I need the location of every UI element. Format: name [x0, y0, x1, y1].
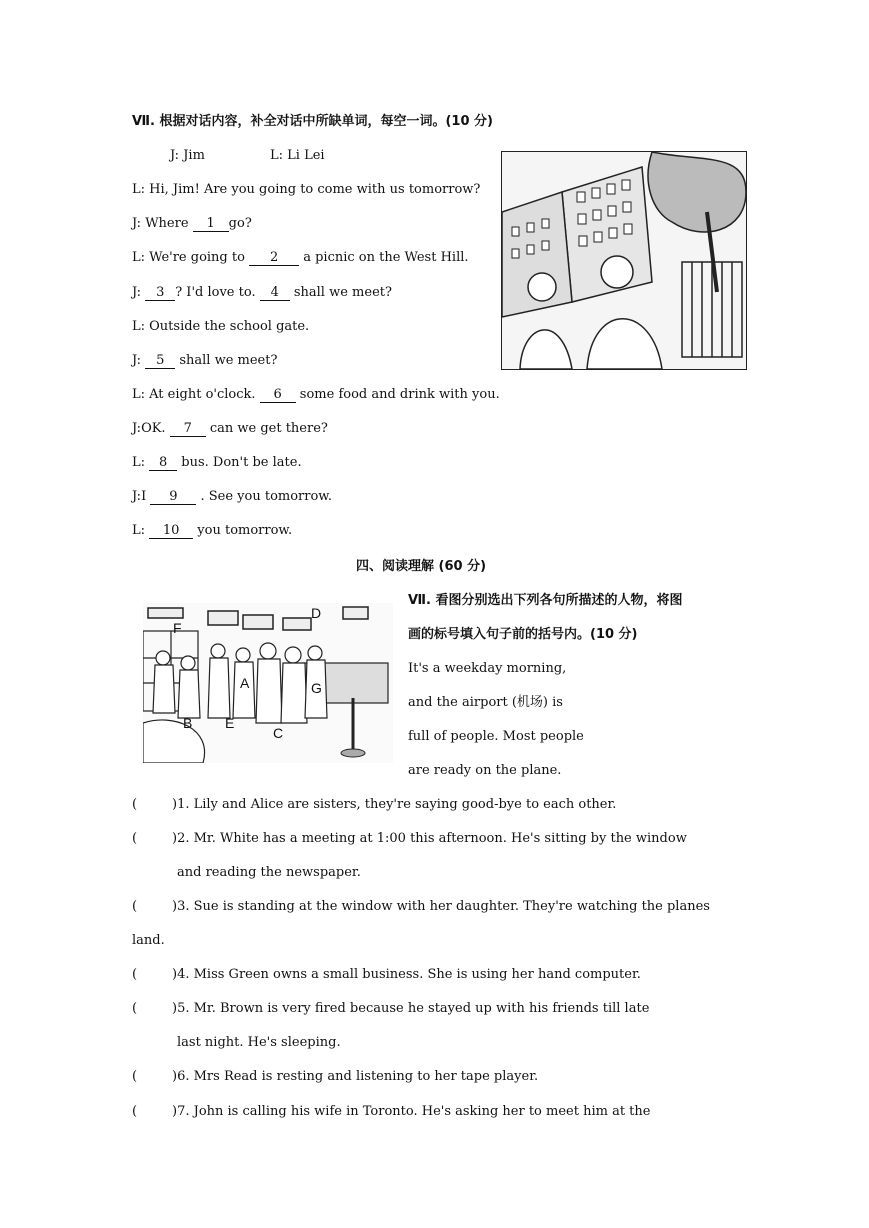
- question-item: ( )7. John is calling his wife in Toronto. He's asking her to meet him at the: [132, 1104, 651, 1119]
- answer-paren-open[interactable]: (: [132, 1104, 138, 1119]
- dialogue-line: J:OK. 7 can we get there?: [132, 421, 328, 436]
- intro-line: and the airport (机场) is: [408, 695, 563, 710]
- blank-3[interactable]: 3: [145, 285, 175, 301]
- intro-line: are ready on the plane.: [408, 763, 562, 778]
- dialogue-line: J: Where 1 go?: [132, 216, 252, 231]
- part-title: 四、阅读理解 (60 分): [356, 559, 487, 574]
- dialogue-line: J: 5 shall we meet?: [132, 353, 278, 368]
- blank-9[interactable]: 9: [150, 489, 196, 505]
- blank-2[interactable]: 2: [249, 250, 299, 266]
- picture-label: B: [183, 715, 193, 731]
- question-item-cont: land.: [132, 933, 165, 948]
- picture-label: E: [225, 715, 235, 731]
- answer-paren-open[interactable]: (: [132, 1001, 138, 1016]
- intro-line: full of people. Most people: [408, 729, 584, 744]
- answer-paren-open[interactable]: (: [132, 899, 138, 914]
- blank-5[interactable]: 5: [145, 353, 175, 369]
- blank-1[interactable]: 1: [193, 216, 229, 232]
- picture-label: D: [311, 605, 322, 621]
- dialogue-line: L: Outside the school gate.: [132, 319, 310, 334]
- blank-6[interactable]: 6: [260, 387, 296, 403]
- question-item: ( )2. Mr. White has a meeting at 1:00 this afternoon. He's sitting by the window: [132, 831, 687, 846]
- question-item: ( )4. Miss Green owns a small business. She is using her hand computer.: [132, 967, 641, 982]
- dialogue-line: J: 3 ? I'd love to. 4 shall we meet?: [132, 285, 392, 300]
- dialogue-line: L: 8 bus. Don't be late.: [132, 455, 302, 470]
- dialogue-line: J:I 9 . See you tomorrow.: [132, 489, 333, 504]
- dialogue-line: L: 10 you tomorrow.: [132, 523, 293, 538]
- picture-label: F: [173, 620, 182, 636]
- dialogue-line: L: At eight o'clock. 6 some food and drink with you.: [132, 387, 500, 402]
- picture-label: A: [240, 675, 250, 691]
- question-item: ( )5. Mr. Brown is very fired because he stayed up with his friends till late: [132, 1001, 650, 1016]
- question-item-cont: and reading the newspaper.: [177, 865, 361, 880]
- answer-paren-open[interactable]: (: [132, 1069, 138, 1084]
- picture-label: C: [273, 725, 284, 741]
- blank-8[interactable]: 8: [149, 455, 177, 471]
- answer-paren-open[interactable]: (: [132, 831, 138, 846]
- section-title: Ⅶ. 根据对话内容，补全对话中所缺单词，每空一词。(10 分): [132, 114, 493, 129]
- reading-section-title-cont: 画的标号填入句子前的括号内。(10 分): [408, 627, 638, 642]
- blank-4[interactable]: 4: [260, 285, 290, 301]
- blank-7[interactable]: 7: [170, 421, 206, 437]
- question-item-cont: last night. He's sleeping.: [177, 1035, 341, 1050]
- question-item: ( )3. Sue is standing at the window with her daughter. They're watching the planes: [132, 899, 710, 914]
- school-gate-illustration: [501, 151, 747, 370]
- picture-label: G: [311, 680, 322, 696]
- dialogue-line: L: Hi, Jim! Are you going to come with us tomorrow?: [132, 182, 481, 197]
- answer-paren-open[interactable]: (: [132, 797, 138, 812]
- airport-illustration: [143, 603, 393, 763]
- question-item: ( )6. Mrs Read is resting and listening to her tape player.: [132, 1069, 539, 1084]
- intro-line: It's a weekday morning,: [408, 661, 567, 676]
- reading-section-title: Ⅶ. 看图分别选出下列各句所描述的人物，将图: [408, 593, 683, 608]
- answer-paren-open[interactable]: (: [132, 967, 138, 982]
- question-item: ( )1. Lily and Alice are sisters, they're saying good-bye to each other.: [132, 797, 617, 812]
- dialogue-line: L: We're going to 2 a picnic on the West Hill.: [132, 250, 469, 265]
- speaker-lilei: L: Li Lei: [270, 148, 325, 163]
- blank-10[interactable]: 10: [149, 523, 193, 539]
- speaker-jim: J: Jim: [170, 148, 205, 163]
